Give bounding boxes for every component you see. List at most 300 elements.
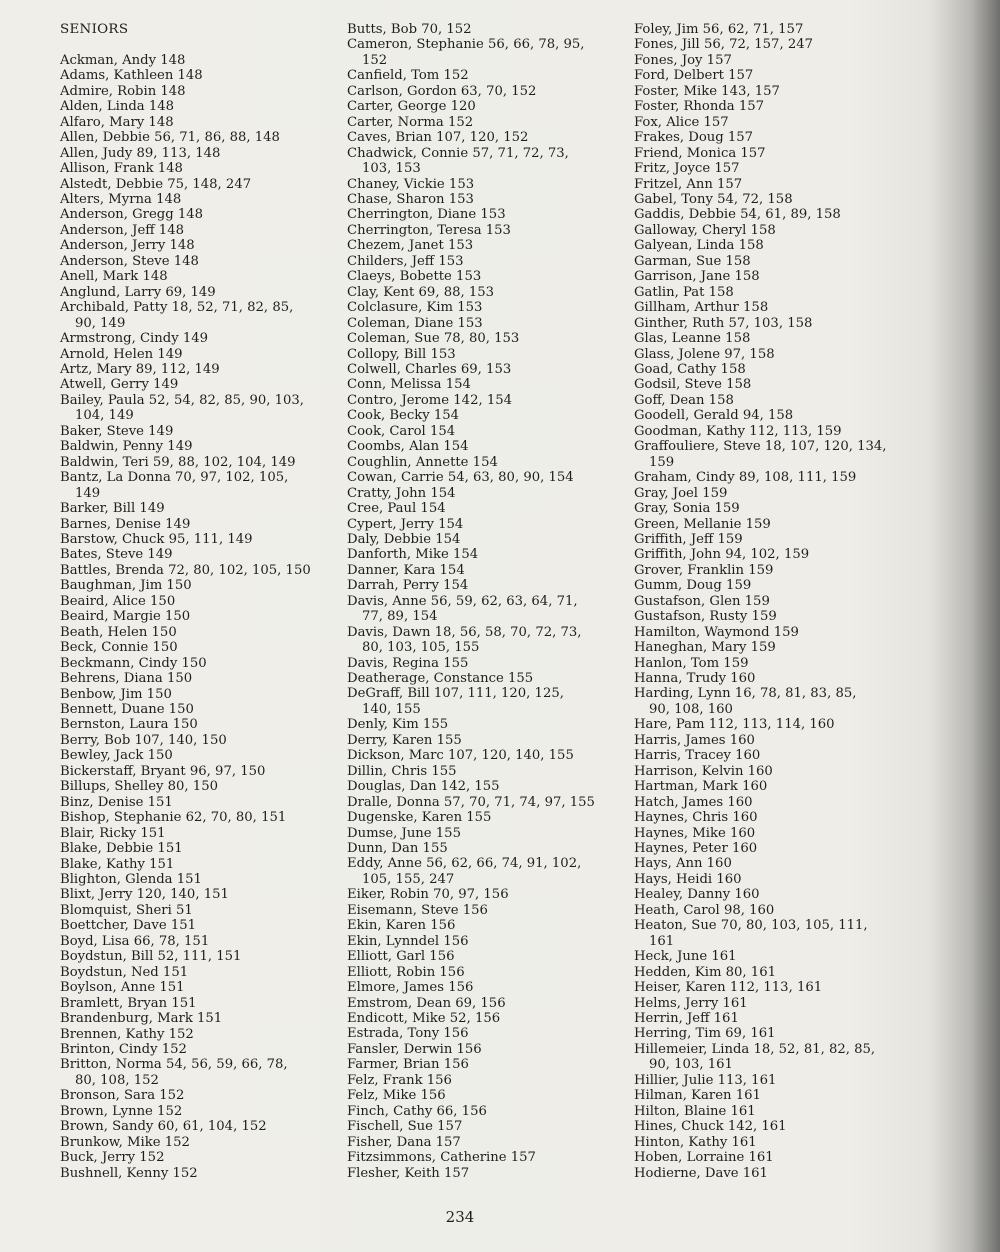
index-entry xyxy=(60,269,340,284)
index-entry xyxy=(60,517,340,532)
entry-text: Felz, Frank 156 xyxy=(347,1072,452,1088)
index-entry xyxy=(60,285,340,300)
index-entry xyxy=(634,130,914,145)
entry-text: Clay, Kent 69, 88, 153 xyxy=(347,284,495,300)
entry-text: Chezem, Janet 153 xyxy=(347,238,474,254)
entry-text: Heiser, Karen 112, 113, 161 xyxy=(634,980,823,996)
entry-text: Gustafson, Rusty 159 xyxy=(634,609,777,625)
entry-text: Anell, Mark 148 xyxy=(60,269,168,285)
index-entry xyxy=(634,1088,914,1103)
index-entry xyxy=(634,424,914,439)
entry-text: Barstow, Chuck 95, 111, 149 xyxy=(60,532,253,547)
index-entry xyxy=(347,1166,627,1181)
entry-text: Hillier, Julie 113, 161 xyxy=(634,1072,777,1088)
entry-text: Dunn, Dan 155 xyxy=(347,841,448,857)
index-entry xyxy=(634,347,914,362)
index-entry xyxy=(60,146,340,161)
index-entry xyxy=(347,331,627,346)
entry-text: Childers, Jeff 153 xyxy=(347,253,464,269)
entry-text: Contro, Jerome 142, 154 xyxy=(347,392,513,408)
entry-text: Hamilton, Waymond 159 xyxy=(634,624,799,640)
index-entry xyxy=(60,903,340,918)
index-entry xyxy=(347,1057,627,1072)
entry-text: Brennen, Kathy 152 xyxy=(60,1026,194,1042)
entry-text: Boydstun, Ned 151 xyxy=(60,964,189,980)
entry-text: Foley, Jim 56, 62, 71, 157 xyxy=(634,22,804,37)
entry-text: Green, Mellanie 159 xyxy=(634,516,771,532)
entry-text: Cratty, John 154 xyxy=(347,485,456,501)
entry-text: Glass, Jolene 97, 158 xyxy=(634,346,775,362)
entry-text: Archibald, Patty 18, 52, 71, 82, 85, xyxy=(60,300,294,316)
entry-text: Hanlon, Tom 159 xyxy=(634,655,749,671)
index-entry xyxy=(347,856,627,887)
entry-text: Hanna, Trudy 160 xyxy=(634,671,756,687)
entry-text: Fitzsimmons, Catherine 157 xyxy=(347,1150,536,1166)
entry-text: Haynes, Peter 160 xyxy=(634,841,758,857)
entry-text: Allen, Judy 89, 113, 148 xyxy=(60,145,221,161)
index-entry xyxy=(634,594,914,609)
index-entry xyxy=(347,377,627,392)
index-entry xyxy=(347,362,627,377)
entry-text: Dillin, Chris 155 xyxy=(347,763,457,779)
entry-text: Gabel, Tony 54, 72, 158 xyxy=(634,191,793,207)
entry-text: Hodierne, Dave 161 xyxy=(634,1165,768,1181)
index-entry xyxy=(347,810,627,825)
index-entry xyxy=(634,1026,914,1041)
entry-text: Colclasure, Kim 153 xyxy=(347,300,483,316)
entry-text: Helms, Jerry 161 xyxy=(634,995,748,1011)
index-entry xyxy=(634,1166,914,1181)
index-entry xyxy=(347,980,627,995)
entry-text: Galyean, Linda 158 xyxy=(634,238,764,254)
entry-continuation: 149 xyxy=(75,485,101,501)
index-entry xyxy=(60,53,340,68)
index-entry xyxy=(634,207,914,222)
entry-text: Danner, Kara 154 xyxy=(347,562,465,578)
entry-text: Coombs, Alan 154 xyxy=(347,439,469,455)
index-entry xyxy=(347,918,627,933)
index-entry xyxy=(347,424,627,439)
index-entry xyxy=(634,161,914,176)
entry-text: Gaddis, Debbie 54, 61, 89, 158 xyxy=(634,207,841,223)
index-entry xyxy=(347,22,627,37)
entry-text: Elliott, Robin 156 xyxy=(347,964,465,980)
entry-text: Graham, Cindy 89, 108, 111, 159 xyxy=(634,470,857,486)
index-entry xyxy=(634,578,914,593)
entry-text: Carter, George 120 xyxy=(347,99,476,115)
index-entry xyxy=(347,1119,627,1134)
index-entry xyxy=(634,192,914,207)
entry-text: Bronson, Sara 152 xyxy=(60,1088,185,1104)
entry-text: Britton, Norma 54, 56, 59, 66, 78, xyxy=(60,1057,288,1073)
entry-text: Alstedt, Debbie 75, 148, 247 xyxy=(60,176,252,192)
entry-text: Darrah, Perry 154 xyxy=(347,578,469,594)
index-entry xyxy=(60,238,340,253)
index-entry xyxy=(347,393,627,408)
index-entry xyxy=(634,996,914,1011)
index-entry xyxy=(634,331,914,346)
index-entry xyxy=(347,439,627,454)
index-entry xyxy=(634,408,914,423)
index-entry xyxy=(347,285,627,300)
index-entry xyxy=(60,1088,340,1103)
entry-text: Emstrom, Dean 69, 156 xyxy=(347,995,506,1011)
index-entry xyxy=(634,609,914,624)
entry-text: Canfield, Tom 152 xyxy=(347,68,469,84)
entry-text: Carter, Norma 152 xyxy=(347,114,474,130)
entry-text: Coughlin, Annette 154 xyxy=(347,454,498,470)
index-entry xyxy=(347,177,627,192)
entry-text: Harding, Lynn 16, 78, 81, 83, 85, xyxy=(634,686,857,702)
entry-text: Goodell, Gerald 94, 158 xyxy=(634,408,794,424)
entry-text: Alden, Linda 148 xyxy=(60,99,174,115)
index-entry xyxy=(347,238,627,253)
entry-text: Heaton, Sue 70, 80, 103, 105, 111, xyxy=(634,918,868,934)
index-entry xyxy=(347,347,627,362)
index-entry xyxy=(347,841,627,856)
index-entry xyxy=(347,37,627,68)
entry-text: Cree, Paul 154 xyxy=(347,501,446,517)
entry-text: Armstrong, Cindy 149 xyxy=(60,331,209,347)
index-entry xyxy=(634,748,914,763)
entry-text: Chaney, Vickie 153 xyxy=(347,176,475,192)
entry-text: Fritz, Joyce 157 xyxy=(634,161,740,177)
entry-text: Behrens, Diana 150 xyxy=(60,671,193,687)
index-entry xyxy=(634,1011,914,1026)
index-column-2 xyxy=(347,22,627,1181)
index-entry xyxy=(634,841,914,856)
entry-text: Deatherage, Constance 155 xyxy=(347,671,534,687)
entry-text: Gray, Sonia 159 xyxy=(634,501,740,517)
index-entry xyxy=(347,965,627,980)
entry-text: Boettcher, Dave 151 xyxy=(60,918,197,934)
index-entry xyxy=(347,254,627,269)
entry-text: Blake, Debbie 151 xyxy=(60,841,183,857)
entry-text: Fisher, Dana 157 xyxy=(347,1134,461,1150)
index-entry xyxy=(60,625,340,640)
index-entry xyxy=(60,702,340,717)
entry-text: Gray, Joel 159 xyxy=(634,485,728,501)
index-entry xyxy=(634,300,914,315)
entry-text: Coleman, Sue 78, 80, 153 xyxy=(347,331,520,347)
index-entry xyxy=(347,300,627,315)
index-entry xyxy=(634,1042,914,1073)
index-entry xyxy=(347,903,627,918)
entry-text: Hartman, Mark 160 xyxy=(634,779,768,795)
index-entry xyxy=(60,532,340,547)
index-entry xyxy=(60,965,340,980)
index-entry xyxy=(347,1104,627,1119)
index-entry xyxy=(347,1011,627,1026)
entry-text: Blake, Kathy 151 xyxy=(60,856,175,872)
entry-text: Harris, James 160 xyxy=(634,732,755,748)
entry-text: Bantz, La Donna 70, 97, 102, 105, xyxy=(60,470,289,486)
entry-text: Ackman, Andy 148 xyxy=(60,52,186,68)
index-entry xyxy=(347,1042,627,1057)
entry-continuation: 159 xyxy=(649,454,675,470)
entry-text: Blair, Ricky 151 xyxy=(60,825,166,841)
index-entry xyxy=(60,99,340,114)
entry-text: Eiker, Robin 70, 97, 156 xyxy=(347,887,509,903)
index-entry xyxy=(347,115,627,130)
index-entry xyxy=(347,1088,627,1103)
entry-text: Admire, Robin 148 xyxy=(60,83,186,99)
section-heading: SENIORS xyxy=(60,22,129,37)
entry-text: Billups, Shelley 80, 150 xyxy=(60,779,218,795)
index-entry xyxy=(634,486,914,501)
entry-text: Arnold, Helen 149 xyxy=(60,346,183,362)
index-entry xyxy=(60,1135,340,1150)
entry-continuation: 161 xyxy=(649,933,675,949)
index-entry xyxy=(347,795,627,810)
index-entry xyxy=(634,949,914,964)
entry-text: Bushnell, Kenny 152 xyxy=(60,1165,198,1181)
entry-text: Grover, Franklin 159 xyxy=(634,562,774,578)
entry-text: Griffith, John 94, 102, 159 xyxy=(634,547,810,563)
entry-text: Buck, Jerry 152 xyxy=(60,1150,165,1166)
entry-text: Eisemann, Steve 156 xyxy=(347,902,488,918)
entry-text: Garrison, Jane 158 xyxy=(634,269,760,285)
index-entries xyxy=(60,53,340,1181)
entry-text: Bramlett, Bryan 151 xyxy=(60,995,197,1011)
entry-text: Hilton, Blaine 161 xyxy=(634,1103,756,1119)
entry-text: Brunkow, Mike 152 xyxy=(60,1134,190,1150)
entry-text: Fritzel, Ann 157 xyxy=(634,176,743,192)
index-entry xyxy=(60,609,340,624)
entry-text: Felz, Mike 156 xyxy=(347,1088,446,1104)
index-entry xyxy=(634,238,914,253)
index-entry xyxy=(634,872,914,887)
index-entry xyxy=(60,254,340,269)
index-entry xyxy=(347,686,627,717)
entry-text: Cherrington, Diane 153 xyxy=(347,207,506,223)
index-entry xyxy=(347,408,627,423)
entry-text: Cameron, Stephanie 56, 66, 78, 95, xyxy=(347,37,585,53)
index-entry xyxy=(60,161,340,176)
entry-text: Collopy, Bill 153 xyxy=(347,346,456,362)
entry-text: Estrada, Tony 156 xyxy=(347,1026,469,1042)
entry-continuation: 90, 149 xyxy=(75,315,126,331)
index-entry xyxy=(60,733,340,748)
index-entry xyxy=(347,223,627,238)
index-entry xyxy=(347,826,627,841)
entry-text: Hedden, Kim 80, 161 xyxy=(634,964,776,980)
index-entry xyxy=(634,1119,914,1134)
entry-text: Alfaro, Mary 148 xyxy=(60,114,174,130)
entry-text: Coleman, Diane 153 xyxy=(347,315,483,331)
index-entry xyxy=(60,687,340,702)
index-entry xyxy=(60,1057,340,1088)
entry-text: Hilman, Karen 161 xyxy=(634,1088,761,1104)
entry-text: Anderson, Gregg 148 xyxy=(60,207,204,223)
index-entry xyxy=(347,84,627,99)
index-entry xyxy=(347,656,627,671)
index-entry xyxy=(60,207,340,222)
index-entry xyxy=(634,517,914,532)
index-entry xyxy=(347,764,627,779)
index-entry xyxy=(634,316,914,331)
entry-text: Hays, Heidi 160 xyxy=(634,871,742,887)
index-entry xyxy=(634,439,914,470)
index-entry xyxy=(347,779,627,794)
index-entry xyxy=(347,1026,627,1041)
entry-text: Baldwin, Teri 59, 88, 102, 104, 149 xyxy=(60,454,296,470)
entry-text: Galloway, Cheryl 158 xyxy=(634,222,776,238)
index-entry xyxy=(60,547,340,562)
entry-continuation: 140, 155 xyxy=(362,701,421,717)
index-entry xyxy=(634,377,914,392)
entry-text: Gumm, Doug 159 xyxy=(634,578,752,594)
entry-text: Goad, Cathy 158 xyxy=(634,361,746,377)
entry-text: Blomquist, Sheri 51 xyxy=(60,902,193,918)
index-entry xyxy=(60,362,340,377)
entry-text: Frakes, Doug 157 xyxy=(634,130,754,146)
index-entry xyxy=(634,563,914,578)
entry-text: Goff, Dean 158 xyxy=(634,392,734,408)
entry-text: Barnes, Denise 149 xyxy=(60,516,191,532)
entry-text: Graffouliere, Steve 18, 107, 120, 134, xyxy=(634,439,887,455)
index-entry xyxy=(347,517,627,532)
entry-text: Carlson, Gordon 63, 70, 152 xyxy=(347,83,537,99)
entry-text: Brown, Lynne 152 xyxy=(60,1103,183,1119)
entry-text: Griffith, Jeff 159 xyxy=(634,531,743,547)
entry-text: Hare, Pam 112, 113, 114, 160 xyxy=(634,717,835,733)
index-entry xyxy=(634,656,914,671)
index-entry xyxy=(634,779,914,794)
index-entry xyxy=(347,547,627,562)
entry-text: Boydstun, Bill 52, 111, 151 xyxy=(60,949,242,965)
index-entry xyxy=(634,532,914,547)
index-entry xyxy=(60,717,340,732)
index-entry xyxy=(347,1150,627,1165)
index-entry xyxy=(60,779,340,794)
index-entry xyxy=(60,501,340,516)
index-entry xyxy=(60,671,340,686)
index-entry xyxy=(60,377,340,392)
entry-text: Danforth, Mike 154 xyxy=(347,547,479,563)
index-entry xyxy=(634,393,914,408)
index-entry xyxy=(634,37,914,52)
entry-text: Brinton, Cindy 152 xyxy=(60,1041,187,1057)
page-number: 234 xyxy=(445,1208,475,1226)
index-entry xyxy=(60,331,340,346)
entry-text: Colwell, Charles 69, 153 xyxy=(347,361,512,377)
index-entry xyxy=(634,1073,914,1088)
entry-continuation: 77, 89, 154 xyxy=(362,609,438,625)
entry-text: Blixt, Jerry 120, 140, 151 xyxy=(60,887,229,903)
index-entry xyxy=(634,254,914,269)
entry-text: Cherrington, Teresa 153 xyxy=(347,222,511,238)
index-entry xyxy=(60,810,340,825)
entry-text: Goodman, Kathy 112, 113, 159 xyxy=(634,423,842,439)
index-entry xyxy=(634,84,914,99)
entry-text: Boylson, Anne 151 xyxy=(60,980,185,996)
index-entry xyxy=(60,578,340,593)
index-entry xyxy=(60,934,340,949)
entry-continuation: 80, 103, 105, 155 xyxy=(362,640,480,656)
index-entry xyxy=(634,501,914,516)
entry-text: Elliott, Garl 156 xyxy=(347,949,455,965)
entry-text: Gatlin, Pat 158 xyxy=(634,284,734,300)
entry-text: Herring, Tim 69, 161 xyxy=(634,1026,776,1042)
entry-continuation: 104, 149 xyxy=(75,408,134,424)
entry-text: Cypert, Jerry 154 xyxy=(347,516,464,532)
entry-text: Hays, Ann 160 xyxy=(634,856,732,872)
entry-text: Ekin, Karen 156 xyxy=(347,918,456,934)
index-entry xyxy=(60,115,340,130)
index-entry xyxy=(347,625,627,656)
entry-text: Flesher, Keith 157 xyxy=(347,1165,470,1181)
entry-text: Daly, Debbie 154 xyxy=(347,531,461,547)
index-entries xyxy=(347,22,627,1181)
index-entry xyxy=(60,130,340,145)
index-entry xyxy=(347,532,627,547)
entry-text: Anderson, Jeff 148 xyxy=(60,222,184,238)
index-entry xyxy=(634,980,914,995)
index-entry xyxy=(60,1166,340,1181)
entry-text: Berry, Bob 107, 140, 150 xyxy=(60,732,227,748)
index-entry xyxy=(347,192,627,207)
entry-text: Harrison, Kelvin 160 xyxy=(634,763,773,779)
entry-text: Fones, Joy 157 xyxy=(634,52,732,68)
index-entry xyxy=(60,1150,340,1165)
entry-text: Claeys, Bobette 153 xyxy=(347,269,482,285)
index-entry xyxy=(634,918,914,949)
entry-continuation: 105, 155, 247 xyxy=(362,871,455,887)
entry-text: Cook, Carol 154 xyxy=(347,423,456,439)
entry-text: Allison, Frank 148 xyxy=(60,161,183,177)
index-entry xyxy=(60,347,340,362)
entry-text: Hinton, Kathy 161 xyxy=(634,1134,757,1150)
index-entry xyxy=(634,625,914,640)
entry-text: Fox, Alice 157 xyxy=(634,114,729,130)
entry-text: Herrin, Jeff 161 xyxy=(634,1011,739,1026)
index-entry xyxy=(347,146,627,177)
entry-text: Anglund, Larry 69, 149 xyxy=(60,284,216,300)
index-entry xyxy=(60,192,340,207)
index-entry xyxy=(634,826,914,841)
entry-text: Anderson, Jerry 148 xyxy=(60,238,195,254)
entry-text: Battles, Brenda 72, 80, 102, 105, 150 xyxy=(60,562,311,578)
index-entry xyxy=(634,177,914,192)
entry-text: Alters, Myrna 148 xyxy=(60,192,182,208)
entry-text: Anderson, Steve 148 xyxy=(60,253,199,269)
index-entry xyxy=(634,1135,914,1150)
entry-text: Beaird, Margie 150 xyxy=(60,609,191,625)
entry-text: Cook, Becky 154 xyxy=(347,408,460,424)
entry-text: Gustafson, Glen 159 xyxy=(634,593,770,609)
index-entries xyxy=(634,22,914,1181)
entry-text: Denly, Kim 155 xyxy=(347,717,449,733)
index-entry xyxy=(347,486,627,501)
index-entry xyxy=(347,99,627,114)
entry-text: Dralle, Donna 57, 70, 71, 74, 97, 155 xyxy=(347,794,595,810)
index-entry xyxy=(60,1104,340,1119)
entry-text: Allen, Debbie 56, 71, 86, 88, 148 xyxy=(60,130,280,146)
entry-text: Hillemeier, Linda 18, 52, 81, 82, 85, xyxy=(634,1041,876,1057)
index-entry xyxy=(60,177,340,192)
entry-text: Bishop, Stephanie 62, 70, 80, 151 xyxy=(60,810,287,826)
index-entry xyxy=(634,223,914,238)
index-entry xyxy=(634,470,914,485)
entry-text: Baldwin, Penny 149 xyxy=(60,439,193,455)
index-entry xyxy=(634,810,914,825)
index-entry xyxy=(634,887,914,902)
index-entry xyxy=(634,285,914,300)
entry-text: Atwell, Gerry 149 xyxy=(60,377,179,393)
entry-text: Harris, Tracey 160 xyxy=(634,748,761,764)
entry-text: Derry, Karen 155 xyxy=(347,732,462,748)
